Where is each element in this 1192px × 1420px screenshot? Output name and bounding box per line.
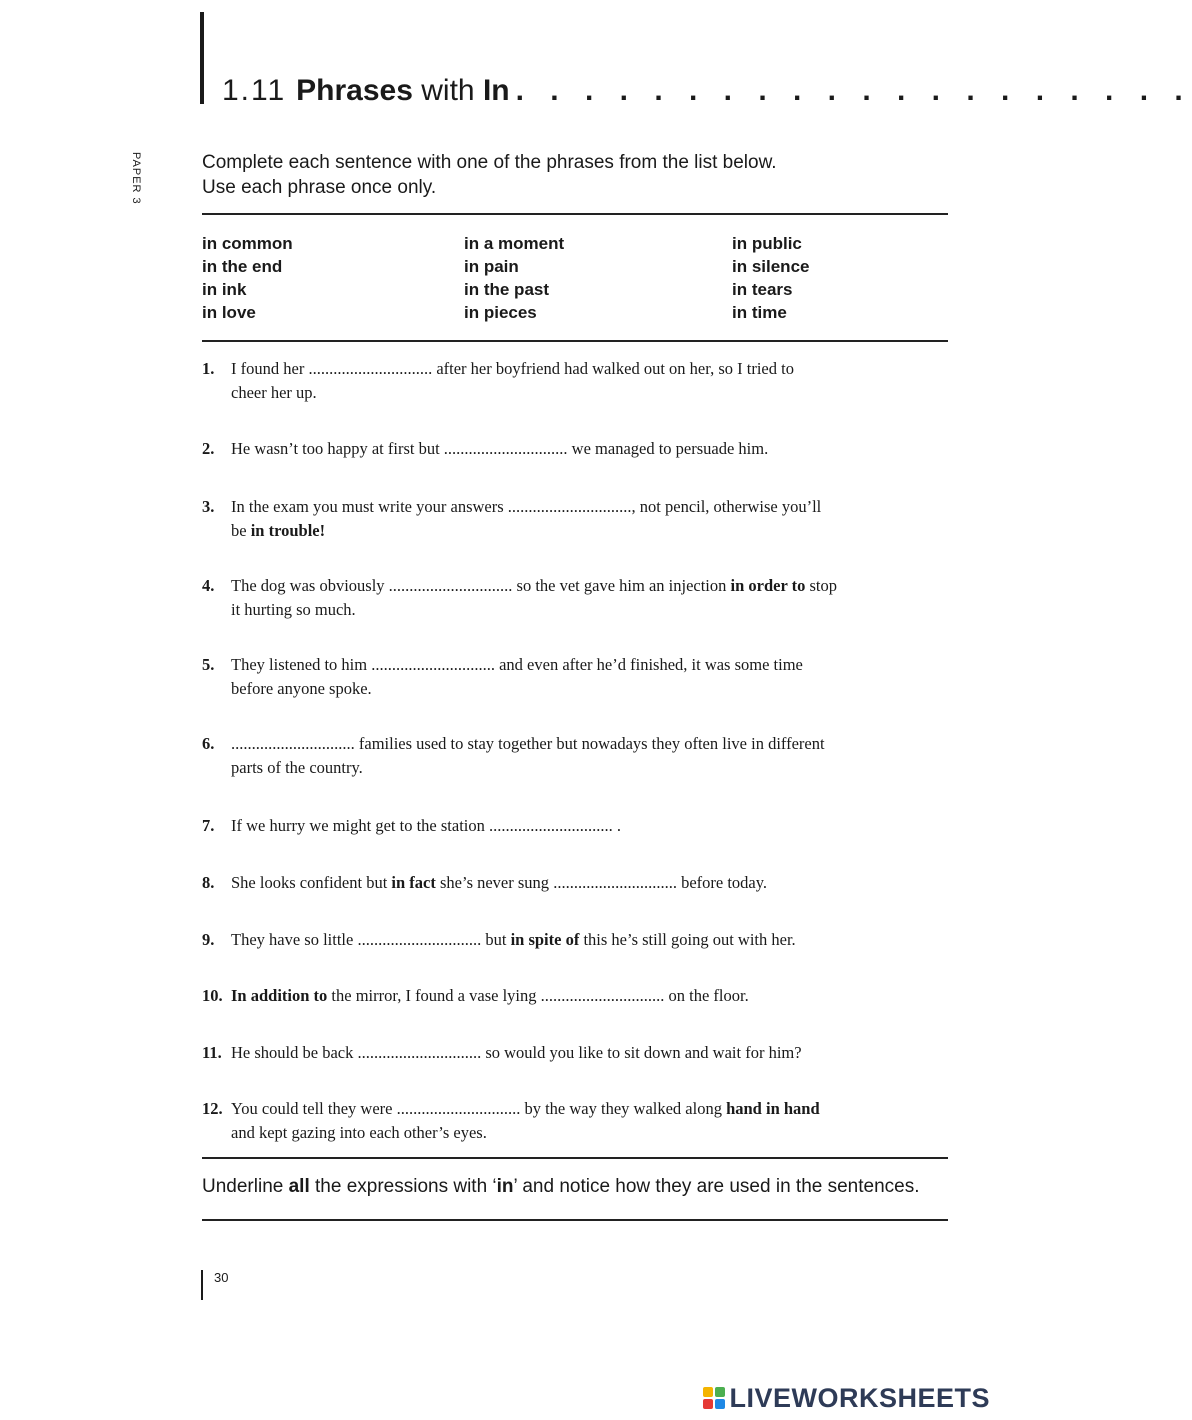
instructions: Complete each sentence with one of the phrases from the list below. Use each phrase once only. xyxy=(202,152,777,198)
question-10: 10. In addition to the mirror, I found a vase lying .............................. on the floor. xyxy=(202,986,749,1005)
liveworksheets-logo-icon xyxy=(703,1387,725,1409)
answer-blank[interactable]: .............................. xyxy=(371,655,495,674)
phrase-column-3: in public in silence in tears in time xyxy=(732,234,810,322)
side-label: PAPER 3 xyxy=(130,152,142,205)
answer-blank[interactable]: .............................. xyxy=(308,359,433,378)
divider-bottom-2 xyxy=(202,1219,948,1221)
answer-blank[interactable]: .............................. xyxy=(488,816,613,835)
final-instruction: Underline all the expressions with ‘in’ and notice how they are used in the sentences. xyxy=(202,1176,920,1197)
answer-blank[interactable]: .............................. xyxy=(231,734,355,753)
question-6: 6. .............................. families used to stay together but nowadays they often live in different parts of the country. xyxy=(202,734,825,777)
answer-blank[interactable]: .............................. xyxy=(553,873,677,892)
answer-blank[interactable]: .............................. xyxy=(388,576,513,595)
divider-top xyxy=(202,213,948,215)
question-8: 8. She looks confident but in fact she’s never sung .............................. before today. xyxy=(202,873,768,892)
phrase-column-2: in a moment in pain in the past in pieces xyxy=(464,234,565,322)
question-12: 12. You could tell they were .............................. by the way they walked along hand in hand and kept gazing into each other’s eyes. xyxy=(202,1099,820,1142)
page-number: 30 xyxy=(214,1270,229,1285)
phrase-column-1: in common in the end in ink in love xyxy=(202,234,293,322)
question-1: 1. I found her .............................. after her boyfriend had walked out on her, so I tried to cheer her up. xyxy=(202,359,794,402)
divider-phrases xyxy=(202,340,948,342)
question-11: 11. He should be back .............................. so would you like to sit down and wait for him? xyxy=(202,1043,802,1062)
answer-blank[interactable]: .............................. xyxy=(443,439,568,458)
question-5: 5. They listened to him .............................. and even after he’d finished, it was some time before anyone spoke. xyxy=(202,655,803,698)
answer-blank[interactable]: .............................. xyxy=(507,497,632,516)
question-2: 2. He wasn’t too happy at first but .............................. we managed to persuade him. xyxy=(202,439,769,458)
logo-text: LIVEWORKSHEETS xyxy=(729,1382,990,1413)
question-3: 3. In the exam you must write your answers .............................., not pencil, otherwise you’ll be in trouble! xyxy=(202,497,822,540)
answer-blank[interactable]: .............................. xyxy=(357,1043,482,1062)
page-title: 1.11 Phrases with In . . . . . . . . . . . . . . . . . . . . xyxy=(222,74,1192,107)
question-4: 4. The dog was obviously .............................. so the vet gave him an injection in order to stop it hurting so much. xyxy=(202,576,838,619)
question-9: 9. They have so little .............................. but in spite of this he’s still going out with her. xyxy=(202,930,796,949)
answer-blank[interactable]: .............................. xyxy=(357,930,482,949)
divider-bottom-1 xyxy=(202,1157,948,1159)
question-7: 7. If we hurry we might get to the station .............................. . xyxy=(202,816,621,835)
liveworksheets-logo[interactable] xyxy=(703,1383,990,1413)
page-number-bar xyxy=(201,1270,203,1300)
answer-blank[interactable]: .............................. xyxy=(540,986,665,1005)
title-bar-decoration xyxy=(200,12,204,104)
answer-blank[interactable]: .............................. xyxy=(396,1099,521,1118)
